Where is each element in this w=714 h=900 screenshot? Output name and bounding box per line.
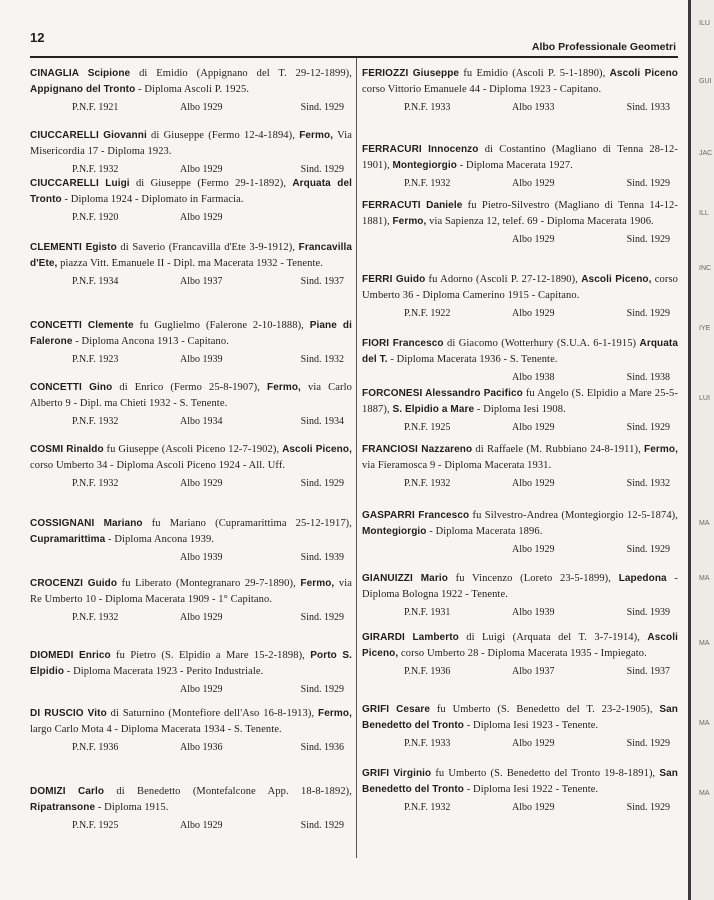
entry-residence: Montegiorgio	[362, 526, 427, 537]
entry-text	[30, 66, 352, 98]
entry-registrations	[362, 478, 678, 494]
entry-name: DI RUSCIO Vito	[30, 708, 107, 719]
entry-registrations	[362, 666, 678, 682]
entry-name: FERRACUTI Daniele	[362, 200, 463, 211]
entry-diploma: largo Carlo Mota 4 - Diploma Macerata 1934 - S. Tenente.	[30, 724, 282, 735]
entry-name: CINAGLIA Scipione	[30, 68, 131, 79]
entry-text	[362, 142, 678, 174]
entry-registrations	[30, 102, 352, 118]
albo-year: Albo 1929	[512, 738, 555, 749]
albo-year: Albo 1929	[180, 212, 223, 223]
register-entry	[30, 442, 352, 494]
entry-details: di Emidio (Appignano del T. 29-12-1899),	[130, 68, 352, 79]
page-fold-line	[688, 0, 691, 900]
running-head: Albo Professionale Geometri	[531, 41, 676, 53]
entry-text	[362, 442, 678, 474]
register-entry	[362, 630, 678, 682]
entry-residence: Cupramarittima	[30, 534, 106, 545]
entry-residence: Montegiorgio	[392, 160, 457, 171]
entry-diploma: corso Vittorio Emanuele 44 - Diploma 1923 - Capitano.	[362, 84, 602, 95]
entry-residence: Ascoli Piceno	[609, 68, 678, 79]
pnf-year: P.N.F. 1931	[404, 607, 451, 618]
pnf-year: P.N.F. 1925	[72, 820, 119, 831]
entry-registrations	[30, 354, 352, 370]
facing-page-fragment: LUI	[699, 395, 710, 402]
entry-registrations	[362, 102, 678, 118]
entry-details: di Luigi (Arquata del T. 3-7-1914),	[458, 632, 648, 643]
entry-diploma: corso Umberto 28 - Diploma Macerata 1935 - Impiegato.	[398, 648, 647, 659]
entry-registrations	[362, 738, 678, 754]
entry-details: fu Umberto (S. Benedetto del Tronto 19-8-1891),	[431, 768, 660, 779]
sind-year: Sind. 1929	[300, 478, 344, 489]
entry-diploma: - Diploma Ancona 1939.	[105, 534, 215, 545]
entry-details: fu Guglielmo (Falerone 2-10-1888),	[133, 320, 310, 331]
entry-residence: Porto S. Elpidio	[30, 650, 353, 677]
entry-details: fu Pietro-Silvestro (Magliano di Tenna 14-12-1881),	[362, 200, 678, 227]
entry-details: di Costantino (Magliano di Tenna 28-12-1901),	[362, 144, 678, 171]
sind-year: Sind. 1939	[300, 552, 344, 563]
entry-registrations	[30, 612, 352, 628]
entry-text	[362, 386, 678, 418]
pnf-year: P.N.F. 1932	[72, 164, 119, 175]
albo-year: Albo 1929	[180, 820, 223, 831]
entry-diploma: - Diploma Macerata 1923 - Perito Industriale.	[64, 666, 264, 677]
sind-year: Sind. 1929	[626, 308, 670, 319]
sind-year: Sind. 1929	[300, 684, 344, 695]
albo-year: Albo 1929	[180, 164, 223, 175]
facing-page-fragment: INC	[699, 265, 712, 272]
register-entry	[362, 702, 678, 754]
page-number: 12	[30, 30, 45, 45]
sind-year: Sind. 1939	[626, 607, 670, 618]
entry-residence: Ascoli Piceno,	[362, 632, 678, 659]
facing-page-fragment: MA	[699, 575, 710, 582]
entry-details: fu Liberato (Montegranaro 29-7-1890),	[117, 578, 301, 589]
register-entry	[362, 508, 678, 560]
pnf-year: P.N.F. 1933	[404, 738, 451, 749]
entry-registrations	[30, 212, 352, 228]
entry-residence: Ascoli Piceno,	[581, 274, 652, 285]
register-entry	[362, 571, 678, 623]
entry-diploma: - Diploma 1915.	[95, 802, 169, 813]
entry-diploma: - Diploma Ancona 1913 - Capitano.	[72, 336, 229, 347]
entry-text	[362, 571, 678, 603]
pnf-year: P.N.F. 1922	[404, 308, 451, 319]
entry-details: di Enrico (Fermo 25-8-1907),	[112, 382, 267, 393]
albo-year: Albo 1936	[180, 742, 223, 753]
entry-text	[362, 702, 678, 734]
entry-name: GRIFI Cesare	[362, 704, 431, 715]
albo-year: Albo 1933	[512, 102, 555, 113]
albo-year: Albo 1929	[512, 422, 555, 433]
entry-text	[362, 272, 678, 304]
entry-residence: San Benedetto del Tronto	[362, 768, 678, 795]
albo-year: Albo 1929	[180, 478, 223, 489]
entry-residence: San Benedetto del Tronto	[362, 704, 678, 731]
entry-details: di Saturnino (Montefiore dell'Aso 16-8-1913),	[106, 708, 319, 719]
pnf-year: P.N.F. 1932	[404, 178, 451, 189]
entry-text	[30, 516, 352, 548]
pnf-year: P.N.F. 1936	[72, 742, 119, 753]
entry-diploma: corso Umberto 34 - Diploma Ascoli Piceno 1924 - All. Uff.	[30, 460, 286, 471]
pnf-year: P.N.F. 1932	[404, 478, 451, 489]
entry-residence: Fermo,	[644, 444, 678, 455]
entry-diploma: via Re Umberto 10 - Diploma Macerata 1909 - 1° Capitano.	[30, 578, 352, 605]
albo-year: Albo 1929	[512, 478, 555, 489]
sind-year: Sind. 1938	[626, 372, 670, 383]
albo-year: Albo 1929	[512, 802, 555, 813]
entry-name: FERIOZZI Giuseppe	[362, 68, 460, 79]
entry-registrations	[30, 276, 352, 292]
register-entry	[30, 128, 352, 180]
entry-residence: Appignano del Tronto	[30, 84, 136, 95]
register-entry	[30, 240, 352, 292]
entry-diploma: via Sapienza 12, telef. 69 - Diploma Macerata 1906.	[426, 216, 654, 227]
register-entry	[30, 176, 352, 228]
entry-registrations	[362, 607, 678, 623]
entry-details: fu Silvestro-Andrea (Montegiorgio 12-5-1874),	[469, 510, 678, 521]
entry-registrations	[362, 234, 678, 250]
albo-year: Albo 1929	[512, 308, 555, 319]
sind-year: Sind. 1933	[626, 102, 670, 113]
entry-details: di Giuseppe (Fermo 29-1-1892),	[129, 178, 293, 189]
entry-registrations	[30, 684, 352, 700]
entry-name: GIRARDI Lamberto	[362, 632, 459, 643]
entry-name: GRIFI Virginio	[362, 768, 432, 779]
entry-diploma: - Diploma Iesi 1908.	[474, 404, 566, 415]
entry-text	[30, 380, 352, 412]
entry-name: GIANUIZZI Mario	[362, 573, 448, 584]
sind-year: Sind. 1929	[626, 802, 670, 813]
sind-year: Sind. 1929	[626, 234, 670, 245]
entry-name: CIUCCARELLI Luigi	[30, 178, 130, 189]
entry-registrations	[30, 552, 352, 568]
entry-details: fu Umberto (S. Benedetto del T. 23-2-1905),	[430, 704, 660, 715]
entry-text	[30, 784, 352, 816]
entry-name: CLEMENTI Egisto	[30, 242, 117, 253]
entry-residence: Francavilla d'Ete,	[30, 242, 352, 269]
entry-name: GASPARRI Francesco	[362, 510, 470, 521]
entry-details: fu Emidio (Ascoli P. 5-1-1890),	[459, 68, 610, 79]
entry-name: FRANCIOSI Nazzareno	[362, 444, 473, 455]
entry-registrations	[30, 820, 352, 836]
register-entry	[30, 66, 352, 118]
albo-year: Albo 1937	[512, 666, 555, 677]
entry-residence: Arquata del Tronto	[30, 178, 352, 205]
facing-page-fragment: ILL	[699, 210, 709, 217]
entry-registrations	[362, 544, 678, 560]
register-entry	[362, 272, 678, 324]
albo-year: Albo 1939	[180, 552, 223, 563]
entry-details: fu Pietro (S. Elpidio a Mare 15-2-1898),	[110, 650, 311, 661]
register-entry	[30, 576, 352, 628]
register-entry	[362, 766, 678, 818]
albo-year: Albo 1929	[180, 684, 223, 695]
entry-text	[362, 336, 678, 368]
facing-page-fragment: MA	[699, 520, 710, 527]
entry-diploma: via Carlo Alberto 9 - Dipl. ma Chieti 1932 - S. Tenente.	[30, 382, 352, 409]
sind-year: Sind. 1937	[300, 276, 344, 287]
albo-year: Albo 1939	[512, 607, 555, 618]
pnf-year: P.N.F. 1920	[72, 212, 119, 223]
entry-text	[362, 766, 678, 798]
entry-name: DOMIZI Carlo	[30, 786, 105, 797]
pnf-year: P.N.F. 1932	[72, 478, 119, 489]
register-entry	[30, 784, 352, 836]
entry-details: di Raffaele (M. Rubbiano 24-8-1911),	[472, 444, 645, 455]
register-entry	[362, 198, 678, 250]
entry-name: FORCONESI Alessandro Pacifico	[362, 388, 523, 399]
entry-registrations	[362, 178, 678, 194]
facing-page-fragment: GUI	[699, 78, 712, 85]
entry-residence: S. Elpidio a Mare	[392, 404, 475, 415]
entry-details: fu Adorno (Ascoli P. 27-12-1890),	[425, 274, 582, 285]
pnf-year: P.N.F. 1936	[404, 666, 451, 677]
entry-diploma: - Diploma Macerata 1936 - S. Tenente.	[387, 354, 558, 365]
sind-year: Sind. 1929	[300, 820, 344, 831]
register-entry	[362, 142, 678, 194]
register-entry	[362, 66, 678, 118]
entry-text	[30, 706, 352, 738]
entry-residence: Ripatransone	[30, 802, 96, 813]
entry-text	[30, 176, 352, 208]
entry-details: di Benedetto (Montefalcone App. 18-8-1892),	[104, 786, 352, 797]
entry-registrations	[362, 802, 678, 818]
entry-residence: Lapedona	[618, 573, 667, 584]
entry-details: di Giacomo (Wotterhury (S.U.A. 6-1-1915)	[443, 338, 640, 349]
facing-page-edge	[691, 0, 714, 900]
entry-name: COSSIGNANI Mariano	[30, 518, 143, 529]
sind-year: Sind. 1929	[300, 102, 344, 113]
pnf-year: P.N.F. 1932	[404, 802, 451, 813]
entry-diploma: - Diploma Macerata 1896.	[426, 526, 543, 537]
header-rule	[30, 56, 678, 58]
pnf-year: P.N.F. 1932	[72, 612, 119, 623]
sind-year: Sind. 1929	[626, 738, 670, 749]
register-entry	[30, 318, 352, 370]
entry-diploma: - Diploma Iesi 1922 - Tenente.	[464, 784, 599, 795]
entry-details: di Saverio (Francavilla d'Ete 3-9-1912),	[116, 242, 299, 253]
entry-diploma: - Diploma Ascoli P. 1925.	[135, 84, 250, 95]
sind-year: Sind. 1929	[626, 178, 670, 189]
register-entry	[362, 442, 678, 494]
facing-page-fragment: JAC	[699, 150, 713, 157]
albo-year: Albo 1929	[512, 544, 555, 555]
facing-page-fragment: MA	[699, 640, 710, 647]
entry-name: DIOMEDI Enrico	[30, 650, 111, 661]
pnf-year: P.N.F. 1933	[404, 102, 451, 113]
entry-text	[30, 576, 352, 608]
entry-residence: Piane di Falerone	[30, 320, 352, 347]
sind-year: Sind. 1932	[626, 478, 670, 489]
albo-year: Albo 1938	[512, 372, 555, 383]
entry-text	[30, 648, 352, 680]
entry-residence: Arquata del T.	[362, 338, 679, 365]
sind-year: Sind. 1929	[300, 164, 344, 175]
entry-residence: Fermo,	[300, 578, 335, 589]
entry-registrations	[30, 478, 352, 494]
entry-diploma: - Diploma Bologna 1922 - Tenente.	[362, 573, 679, 600]
facing-page-fragment: IYE	[699, 325, 711, 332]
entry-text	[30, 318, 352, 350]
entry-residence: Fermo,	[318, 708, 352, 719]
entry-registrations	[362, 308, 678, 324]
entry-name: CROCENZI Guido	[30, 578, 118, 589]
facing-page-fragment: MA	[699, 790, 710, 797]
entry-diploma: piazza Vitt. Emanuele II - Dipl. ma Macerata 1932 - Tenente.	[57, 258, 324, 269]
column-divider	[356, 58, 357, 858]
entry-name: FERRACURI Innocenzo	[362, 144, 479, 155]
entry-text	[362, 198, 678, 230]
albo-year: Albo 1929	[180, 612, 223, 623]
sind-year: Sind. 1936	[300, 742, 344, 753]
facing-page-fragment: ILU	[699, 20, 710, 27]
entry-name: CONCETTI Gino	[30, 382, 113, 393]
pnf-year: P.N.F. 1932	[72, 416, 119, 427]
register-entry	[362, 336, 678, 388]
register-entry	[362, 386, 678, 438]
entry-details: fu Vincenzo (Loreto 23-5-1899),	[447, 573, 619, 584]
entry-name: FIORI Francesco	[362, 338, 444, 349]
entry-residence: Fermo,	[266, 382, 301, 393]
entry-text	[362, 630, 678, 662]
albo-year: Albo 1937	[180, 276, 223, 287]
entry-diploma: - Diploma Macerata 1927.	[456, 160, 573, 171]
pnf-year: P.N.F. 1921	[72, 102, 119, 113]
entry-diploma: corso Umberto 36 - Diploma Camerino 1915 - Capitano.	[362, 274, 678, 301]
entry-name: CIUCCARELLI Giovanni	[30, 130, 147, 141]
facing-page-fragment: MA	[699, 720, 710, 727]
entry-name: FERRI Guido	[362, 274, 426, 285]
entry-registrations	[362, 422, 678, 438]
entry-details: fu Giuseppe (Ascoli Piceno 12-7-1902),	[103, 444, 283, 455]
pnf-year: P.N.F. 1934	[72, 276, 119, 287]
entry-diploma: - Diploma 1924 - Diplomato in Farmacia.	[61, 194, 244, 205]
entry-diploma: via Fieramosca 9 - Diploma Macerata 1931.	[362, 460, 552, 471]
entry-text	[30, 128, 352, 160]
entry-text	[30, 240, 352, 272]
albo-year: Albo 1929	[512, 234, 555, 245]
albo-year: Albo 1929	[512, 178, 555, 189]
entry-residence: Fermo,	[392, 216, 427, 227]
albo-year: Albo 1929	[180, 102, 223, 113]
register-entry	[30, 648, 352, 700]
entry-residence: Fermo,	[299, 130, 334, 141]
entry-diploma: Via Misericordia 17 - Diploma 1923.	[30, 130, 352, 157]
sind-year: Sind. 1929	[300, 612, 344, 623]
entry-text	[362, 66, 678, 98]
entry-registrations	[30, 742, 352, 758]
albo-year: Albo 1939	[180, 354, 223, 365]
sind-year: Sind. 1929	[626, 544, 670, 555]
entry-details: fu Mariano (Cupramarittima 25-12-1917),	[142, 518, 352, 529]
sind-year: Sind. 1937	[626, 666, 670, 677]
albo-year: Albo 1934	[180, 416, 223, 427]
entry-text	[362, 508, 678, 540]
sind-year: Sind. 1932	[300, 354, 344, 365]
register-entry	[30, 516, 352, 568]
sind-year: Sind. 1934	[300, 416, 344, 427]
register-entry	[30, 706, 352, 758]
entry-name: COSMI Rinaldo	[30, 444, 104, 455]
pnf-year: P.N.F. 1923	[72, 354, 119, 365]
entry-text	[30, 442, 352, 474]
sind-year: Sind. 1929	[626, 422, 670, 433]
entry-details: di Giuseppe (Fermo 12-4-1894),	[146, 130, 300, 141]
entry-residence: Ascoli Piceno,	[282, 444, 352, 455]
entry-diploma: - Diploma Iesi 1923 - Tenente.	[464, 720, 599, 731]
pnf-year: P.N.F. 1925	[404, 422, 451, 433]
register-entry	[30, 380, 352, 432]
entry-registrations	[30, 416, 352, 432]
entry-details: fu Angelo (S. Elpidio a Mare 25-5-1887),	[362, 388, 678, 415]
entry-name: CONCETTI Clemente	[30, 320, 134, 331]
